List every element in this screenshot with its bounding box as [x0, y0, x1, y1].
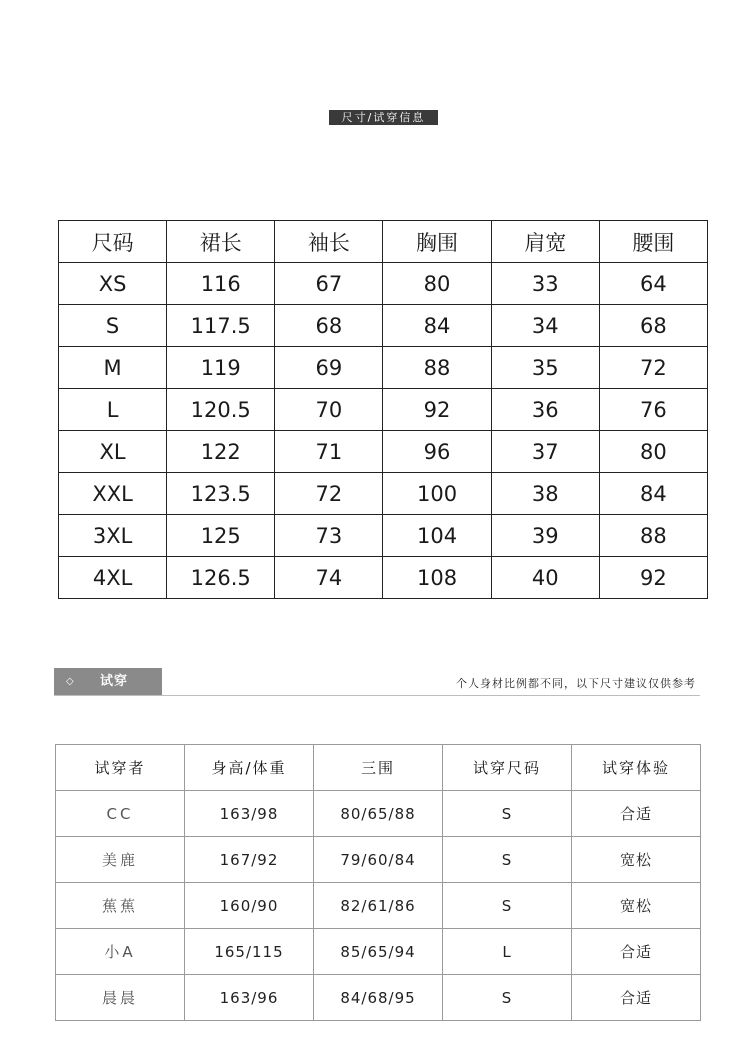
- size-table-cell: 116: [167, 263, 275, 305]
- size-table-cell: 74: [275, 557, 383, 599]
- trial-table-cell: 合适: [572, 791, 701, 837]
- size-table-row: [59, 305, 708, 347]
- size-table-row: [59, 347, 708, 389]
- size-table-cell: 88: [599, 515, 707, 557]
- size-table-cell: 84: [383, 305, 491, 347]
- size-table-header-row: [59, 221, 708, 263]
- trial-table-cell: L: [443, 929, 572, 975]
- trial-table-cell: 合适: [572, 975, 701, 1021]
- trial-table-cell: 宽松: [572, 837, 701, 883]
- size-table-cell: 122: [167, 431, 275, 473]
- size-table-cell: 71: [275, 431, 383, 473]
- size-table-cell: 104: [383, 515, 491, 557]
- size-table-cell: S: [59, 305, 167, 347]
- size-table-cell: 126.5: [167, 557, 275, 599]
- size-table-cell: XS: [59, 263, 167, 305]
- trial-table-cell: S: [443, 975, 572, 1021]
- trial-table-header-cell: 试穿者: [56, 745, 185, 791]
- size-table-cell: 76: [599, 389, 707, 431]
- size-table-cell: 72: [275, 473, 383, 515]
- trial-table-cell: S: [443, 837, 572, 883]
- trial-table-row: [56, 837, 701, 883]
- size-table-cell: 117.5: [167, 305, 275, 347]
- trial-table-cell: 85/65/94: [314, 929, 443, 975]
- size-table-cell: 39: [491, 515, 599, 557]
- size-table-header-cell: 肩宽: [491, 221, 599, 263]
- section-divider: [54, 695, 700, 696]
- size-table-cell: 80: [599, 431, 707, 473]
- trial-table-cell: 宽松: [572, 883, 701, 929]
- size-table-cell: 36: [491, 389, 599, 431]
- size-table-cell: 96: [383, 431, 491, 473]
- size-table-cell: 73: [275, 515, 383, 557]
- size-table-cell: 3XL: [59, 515, 167, 557]
- trial-table-header-cell: 试穿尺码: [443, 745, 572, 791]
- trial-table-cell: 合适: [572, 929, 701, 975]
- trial-table-cell: 79/60/84: [314, 837, 443, 883]
- size-table-header-cell: 袖长: [275, 221, 383, 263]
- size-table-cell: 64: [599, 263, 707, 305]
- trial-section-label: 试穿: [100, 674, 129, 689]
- trial-table-header-cell: 三围: [314, 745, 443, 791]
- size-table-cell: 69: [275, 347, 383, 389]
- trial-table-header-row: [56, 745, 701, 791]
- size-table-cell: XXL: [59, 473, 167, 515]
- size-table-cell: 40: [491, 557, 599, 599]
- size-table-cell: M: [59, 347, 167, 389]
- size-table-header-cell: 裙长: [167, 221, 275, 263]
- trial-table-cell: 晨晨: [56, 975, 185, 1021]
- size-table-cell: 35: [491, 347, 599, 389]
- size-table-cell: 92: [383, 389, 491, 431]
- size-table-cell: 88: [383, 347, 491, 389]
- size-table-row: [59, 515, 708, 557]
- size-table-cell: 68: [275, 305, 383, 347]
- trial-table-cell: S: [443, 883, 572, 929]
- size-table-header-cell: 腰围: [599, 221, 707, 263]
- size-table-cell: 100: [383, 473, 491, 515]
- size-table-cell: 4XL: [59, 557, 167, 599]
- size-table-cell: 123.5: [167, 473, 275, 515]
- trial-table-row: [56, 883, 701, 929]
- size-table-cell: 125: [167, 515, 275, 557]
- size-table-cell: XL: [59, 431, 167, 473]
- diamond-icon: ◇: [66, 676, 74, 687]
- trial-table: [55, 744, 701, 1021]
- trial-table-cell: 蕉蕉: [56, 883, 185, 929]
- trial-table-cell: 167/92: [185, 837, 314, 883]
- size-table-cell: L: [59, 389, 167, 431]
- size-table-cell: 33: [491, 263, 599, 305]
- size-table-row: [59, 473, 708, 515]
- size-table: [58, 220, 708, 599]
- size-table-cell: 119: [167, 347, 275, 389]
- trial-section-header: [54, 668, 162, 696]
- size-table-row: [59, 557, 708, 599]
- size-table-cell: 34: [491, 305, 599, 347]
- trial-table-cell: 165/115: [185, 929, 314, 975]
- trial-table-row: [56, 929, 701, 975]
- size-table-cell: 67: [275, 263, 383, 305]
- size-table-cell: 92: [599, 557, 707, 599]
- trial-table-row: [56, 791, 701, 837]
- trial-table-cell: 160/90: [185, 883, 314, 929]
- trial-table-cell: S: [443, 791, 572, 837]
- size-table-header-cell: 尺码: [59, 221, 167, 263]
- trial-table-cell: 小A: [56, 929, 185, 975]
- size-table-cell: 38: [491, 473, 599, 515]
- trial-table-cell: 163/96: [185, 975, 314, 1021]
- size-table-cell: 80: [383, 263, 491, 305]
- size-table-cell: 84: [599, 473, 707, 515]
- trial-table-cell: CC: [56, 791, 185, 837]
- size-table-cell: 37: [491, 431, 599, 473]
- page-title: 尺寸/试穿信息: [329, 110, 438, 125]
- size-table-row: [59, 389, 708, 431]
- size-table-cell: 72: [599, 347, 707, 389]
- size-table-cell: 68: [599, 305, 707, 347]
- trial-table-cell: 84/68/95: [314, 975, 443, 1021]
- trial-table-cell: 80/65/88: [314, 791, 443, 837]
- trial-table-cell: 82/61/86: [314, 883, 443, 929]
- size-table-row: [59, 431, 708, 473]
- trial-note: 个人身材比例都不同，以下尺寸建议仅供参考: [456, 677, 696, 690]
- size-table-row: [59, 263, 708, 305]
- trial-table-cell: 163/98: [185, 791, 314, 837]
- trial-table-cell: 美鹿: [56, 837, 185, 883]
- trial-table-header-cell: 试穿体验: [572, 745, 701, 791]
- size-table-cell: 70: [275, 389, 383, 431]
- trial-table-header-cell: 身高/体重: [185, 745, 314, 791]
- trial-table-row: [56, 975, 701, 1021]
- size-table-cell: 120.5: [167, 389, 275, 431]
- size-table-cell: 108: [383, 557, 491, 599]
- size-table-header-cell: 胸围: [383, 221, 491, 263]
